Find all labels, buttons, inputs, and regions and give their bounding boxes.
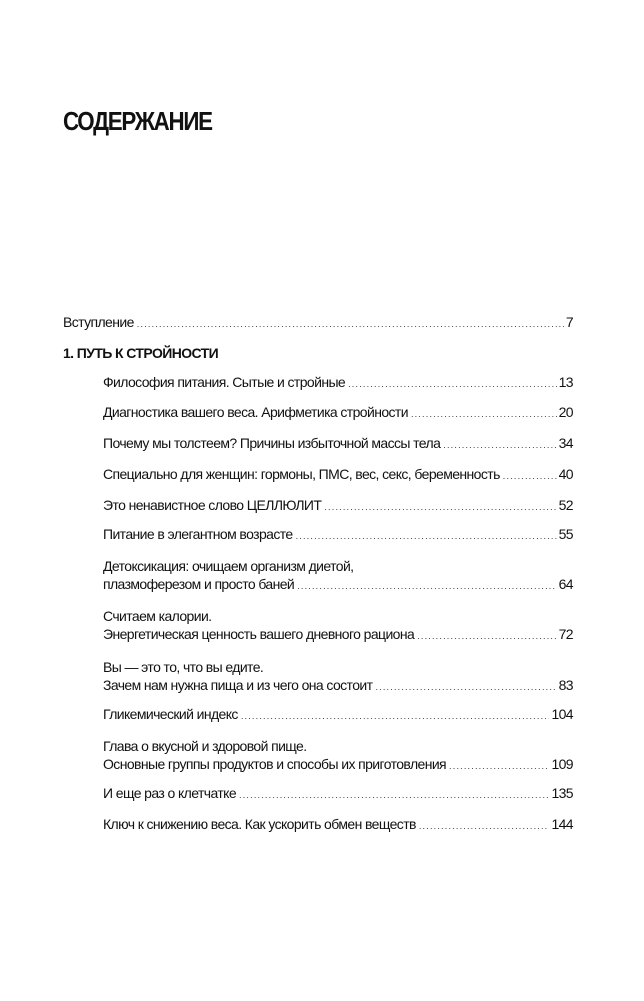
toc-entry-page: 64 [558,576,573,592]
toc-entry-page: 40 [558,466,573,482]
toc-entry-page: 55 [558,526,573,542]
toc-entry-page: 52 [558,497,573,513]
toc-entry-page: 13 [558,374,573,390]
toc-entry-title: плазмоферезом и просто баней [103,576,295,592]
dot-leader [241,707,550,725]
toc-entry-title-line1: Вы — это то, что вы едите. [103,659,264,675]
toc-entry-title-line1: Детоксикация: очищаем организм диетой, [103,558,354,574]
toc-entry [103,607,573,645]
dot-leader [503,467,557,485]
dot-leader [375,678,556,696]
toc-entry [103,815,573,835]
toc-entry-title: Вступление [63,314,134,330]
toc-entry-intro [63,313,573,333]
dot-leader [449,757,549,775]
toc-entry-title-line1: Считаем калории. [103,608,212,624]
dot-leader [324,498,556,516]
toc-entry [103,658,573,696]
dot-leader [348,375,557,393]
toc-entry [103,465,573,485]
dot-leader [297,577,556,595]
toc-entry-title: Специально для женщин: гормоны, ПМС, вес, секс, беременность [103,466,500,482]
dot-leader [411,405,557,423]
toc-entry-title: Гликемический индекс [103,706,238,722]
toc-entry-page: 83 [558,677,573,693]
toc-entry [103,784,573,804]
toc-entry-title: Это ненавистное слово ЦЕЛЛЮЛИТ [103,497,322,513]
dot-leader [443,436,556,454]
toc-entry [103,373,573,393]
toc-entry-title: И еще раз о клетчатке [103,785,237,801]
toc-entry-title: Почему мы толстеем? Причины избыточной массы тела [103,435,441,451]
toc-entry-page: 104 [551,706,573,722]
toc-entry-title: Энергетическая ценность вашего дневного рациона [103,626,415,642]
toc-entry-page: 20 [558,404,573,420]
toc-entry-page: 135 [551,785,573,801]
chapter-heading: 1. ПУТЬ К СТРОЙНОСТИ [63,345,219,361]
toc-entry-page: 34 [558,435,573,451]
toc-entry-page: 109 [551,756,573,772]
toc-entry [103,557,573,595]
dot-leader [417,627,556,645]
toc-entry-page: 7 [565,314,573,330]
dot-leader [137,315,564,333]
toc-entry [103,705,573,725]
toc-entry-title: Диагностика вашего веса. Арифметика стройности [103,404,408,420]
toc-entry [103,434,573,454]
toc-entry-title: Ключ к снижению веса. Как ускорить обмен веществ [103,816,416,832]
dot-leader [419,817,550,835]
toc-entry-page: 72 [558,626,573,642]
toc-entry-title: Зачем нам нужна пища и из чего она состоит [103,677,373,693]
toc-entry-title-line1: Глава о вкусной и здоровой пище. [103,738,307,754]
toc-entry [103,496,573,516]
dot-leader [296,527,557,545]
toc-entry-title: Питание в элегантном возрасте [103,526,293,542]
toc-entry-title: Философия питания. Сытые и стройные [103,374,346,390]
page-title: СОДЕРЖАНИЕ [63,106,212,136]
toc-entry [103,737,573,775]
toc-entry-title: Основные группы продуктов и способы их приготовления [103,756,447,772]
dot-leader [239,786,549,804]
toc-entry [103,525,573,545]
toc-entry-page: 144 [551,816,573,832]
toc-entry [103,403,573,423]
